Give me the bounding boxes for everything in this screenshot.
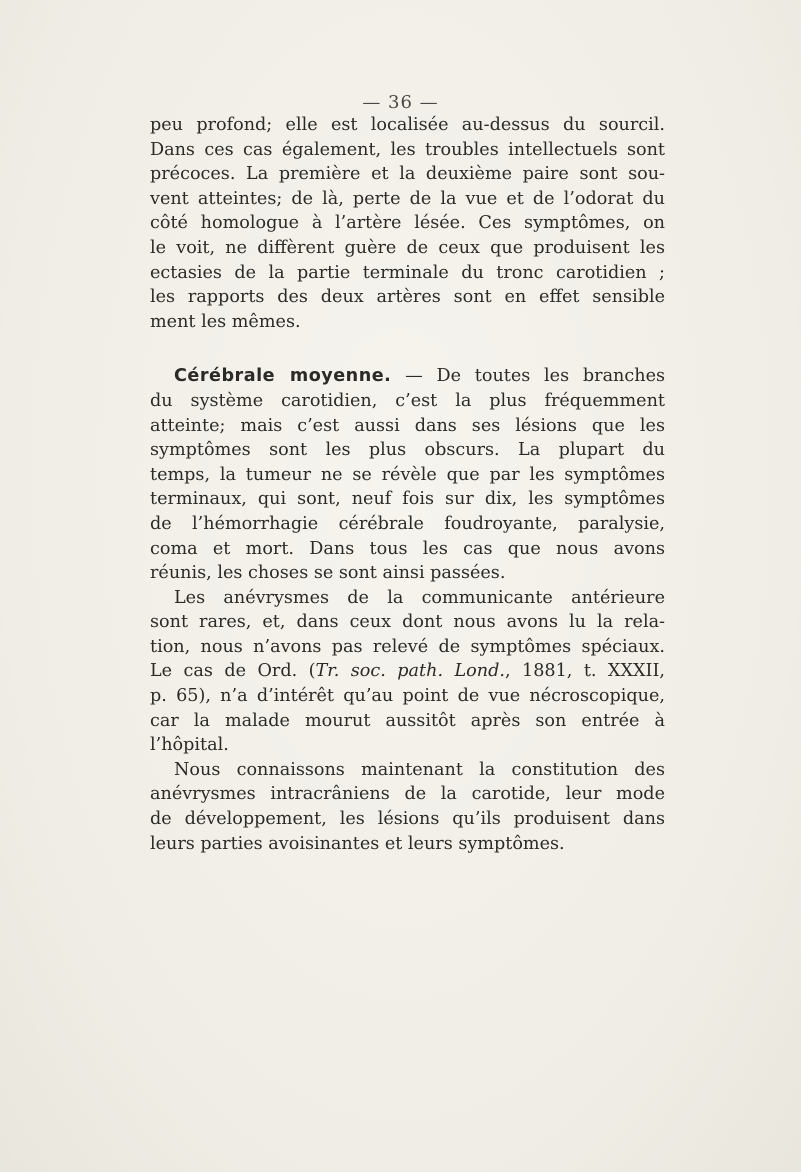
reference-suffix: , 1881, t. XXXII, — [504, 661, 665, 682]
paragraph-1 — [150, 113, 665, 334]
text-line: ment les mêmes. — [150, 311, 301, 332]
text-line: Dans ces cas également, les troubles intellectuels sont — [150, 139, 665, 160]
text-line: ectasies de la partie terminale du tronc carotidien ; — [150, 262, 665, 283]
text-line: le voit, ne diffèrent guère de ceux que produisent les — [150, 237, 665, 258]
text-line: de développement, les lésions qu’ils produisent dans — [150, 809, 665, 830]
text-line: p. 65), n’a d’intérêt qu’au point de vue nécroscopique, — [150, 686, 665, 707]
text-line: tion, nous n’avons pas relevé de symptômes spéciaux. — [150, 636, 665, 657]
text-line: l’hôpital. — [150, 735, 229, 756]
reference-prefix: Le cas de Ord. ( — [150, 661, 316, 682]
text-line: Nous connaissons maintenant la constitution des — [174, 759, 665, 780]
section-heading: Cérébrale moyenne. — [174, 366, 392, 387]
text-line: Les anévrysmes de la communicante antérieure — [174, 587, 665, 608]
text-line: du système carotidien, c’est la plus fréquemment — [150, 390, 665, 411]
text-line: coma et mort. Dans tous les cas que nous avons — [150, 538, 665, 559]
text-line: les rapports des deux artères sont en effet sensible — [150, 287, 665, 308]
text-line: car la malade mourut aussitôt après son entrée à — [150, 710, 665, 731]
text-line: précoces. La première et la deuxième paire sont sou- — [150, 164, 665, 185]
paragraph-3 — [150, 586, 665, 758]
text-line: vent atteintes; de là, perte de la vue et de l’odorat du — [150, 188, 665, 209]
paragraph-2 — [150, 364, 665, 585]
page-number: — 36 — — [362, 92, 439, 113]
text-line: atteinte; mais c’est aussi dans ses lésions que les — [150, 415, 665, 436]
text-line: symptômes sont les plus obscurs. La plupart du — [150, 440, 665, 461]
text-line: peu profond; elle est localisée au-dessus du sourcil. — [150, 115, 665, 135]
text-line — [150, 364, 665, 389]
heading-continuation: — De toutes les branches — [391, 366, 666, 387]
text-line: temps, la tumeur ne se révèle que par les symptômes — [150, 464, 665, 485]
text-line: sont rares, et, dans ceux dont nous avons lu la rela- — [150, 612, 665, 633]
text-line: terminaux, qui sont, neuf fois sur dix, les symptômes — [150, 489, 665, 510]
text-line: leurs parties avoisinantes et leurs symptômes. — [150, 833, 565, 854]
text-line: de l’hémorrhagie cérébrale foudroyante, paralysie, — [150, 513, 665, 534]
body-text — [150, 113, 665, 856]
text-line: côté homologue à l’artère lésée. Ces symptômes, on — [150, 213, 665, 234]
reference-journal: Tr. soc. path. Lond. — [315, 661, 505, 682]
text-line: anévrysmes intracrâniens de la carotide, leur mode — [150, 784, 665, 805]
text-line: réunis, les choses se sont ainsi passées. — [150, 563, 506, 584]
text-line — [150, 659, 665, 684]
paragraph-4 — [150, 758, 665, 856]
